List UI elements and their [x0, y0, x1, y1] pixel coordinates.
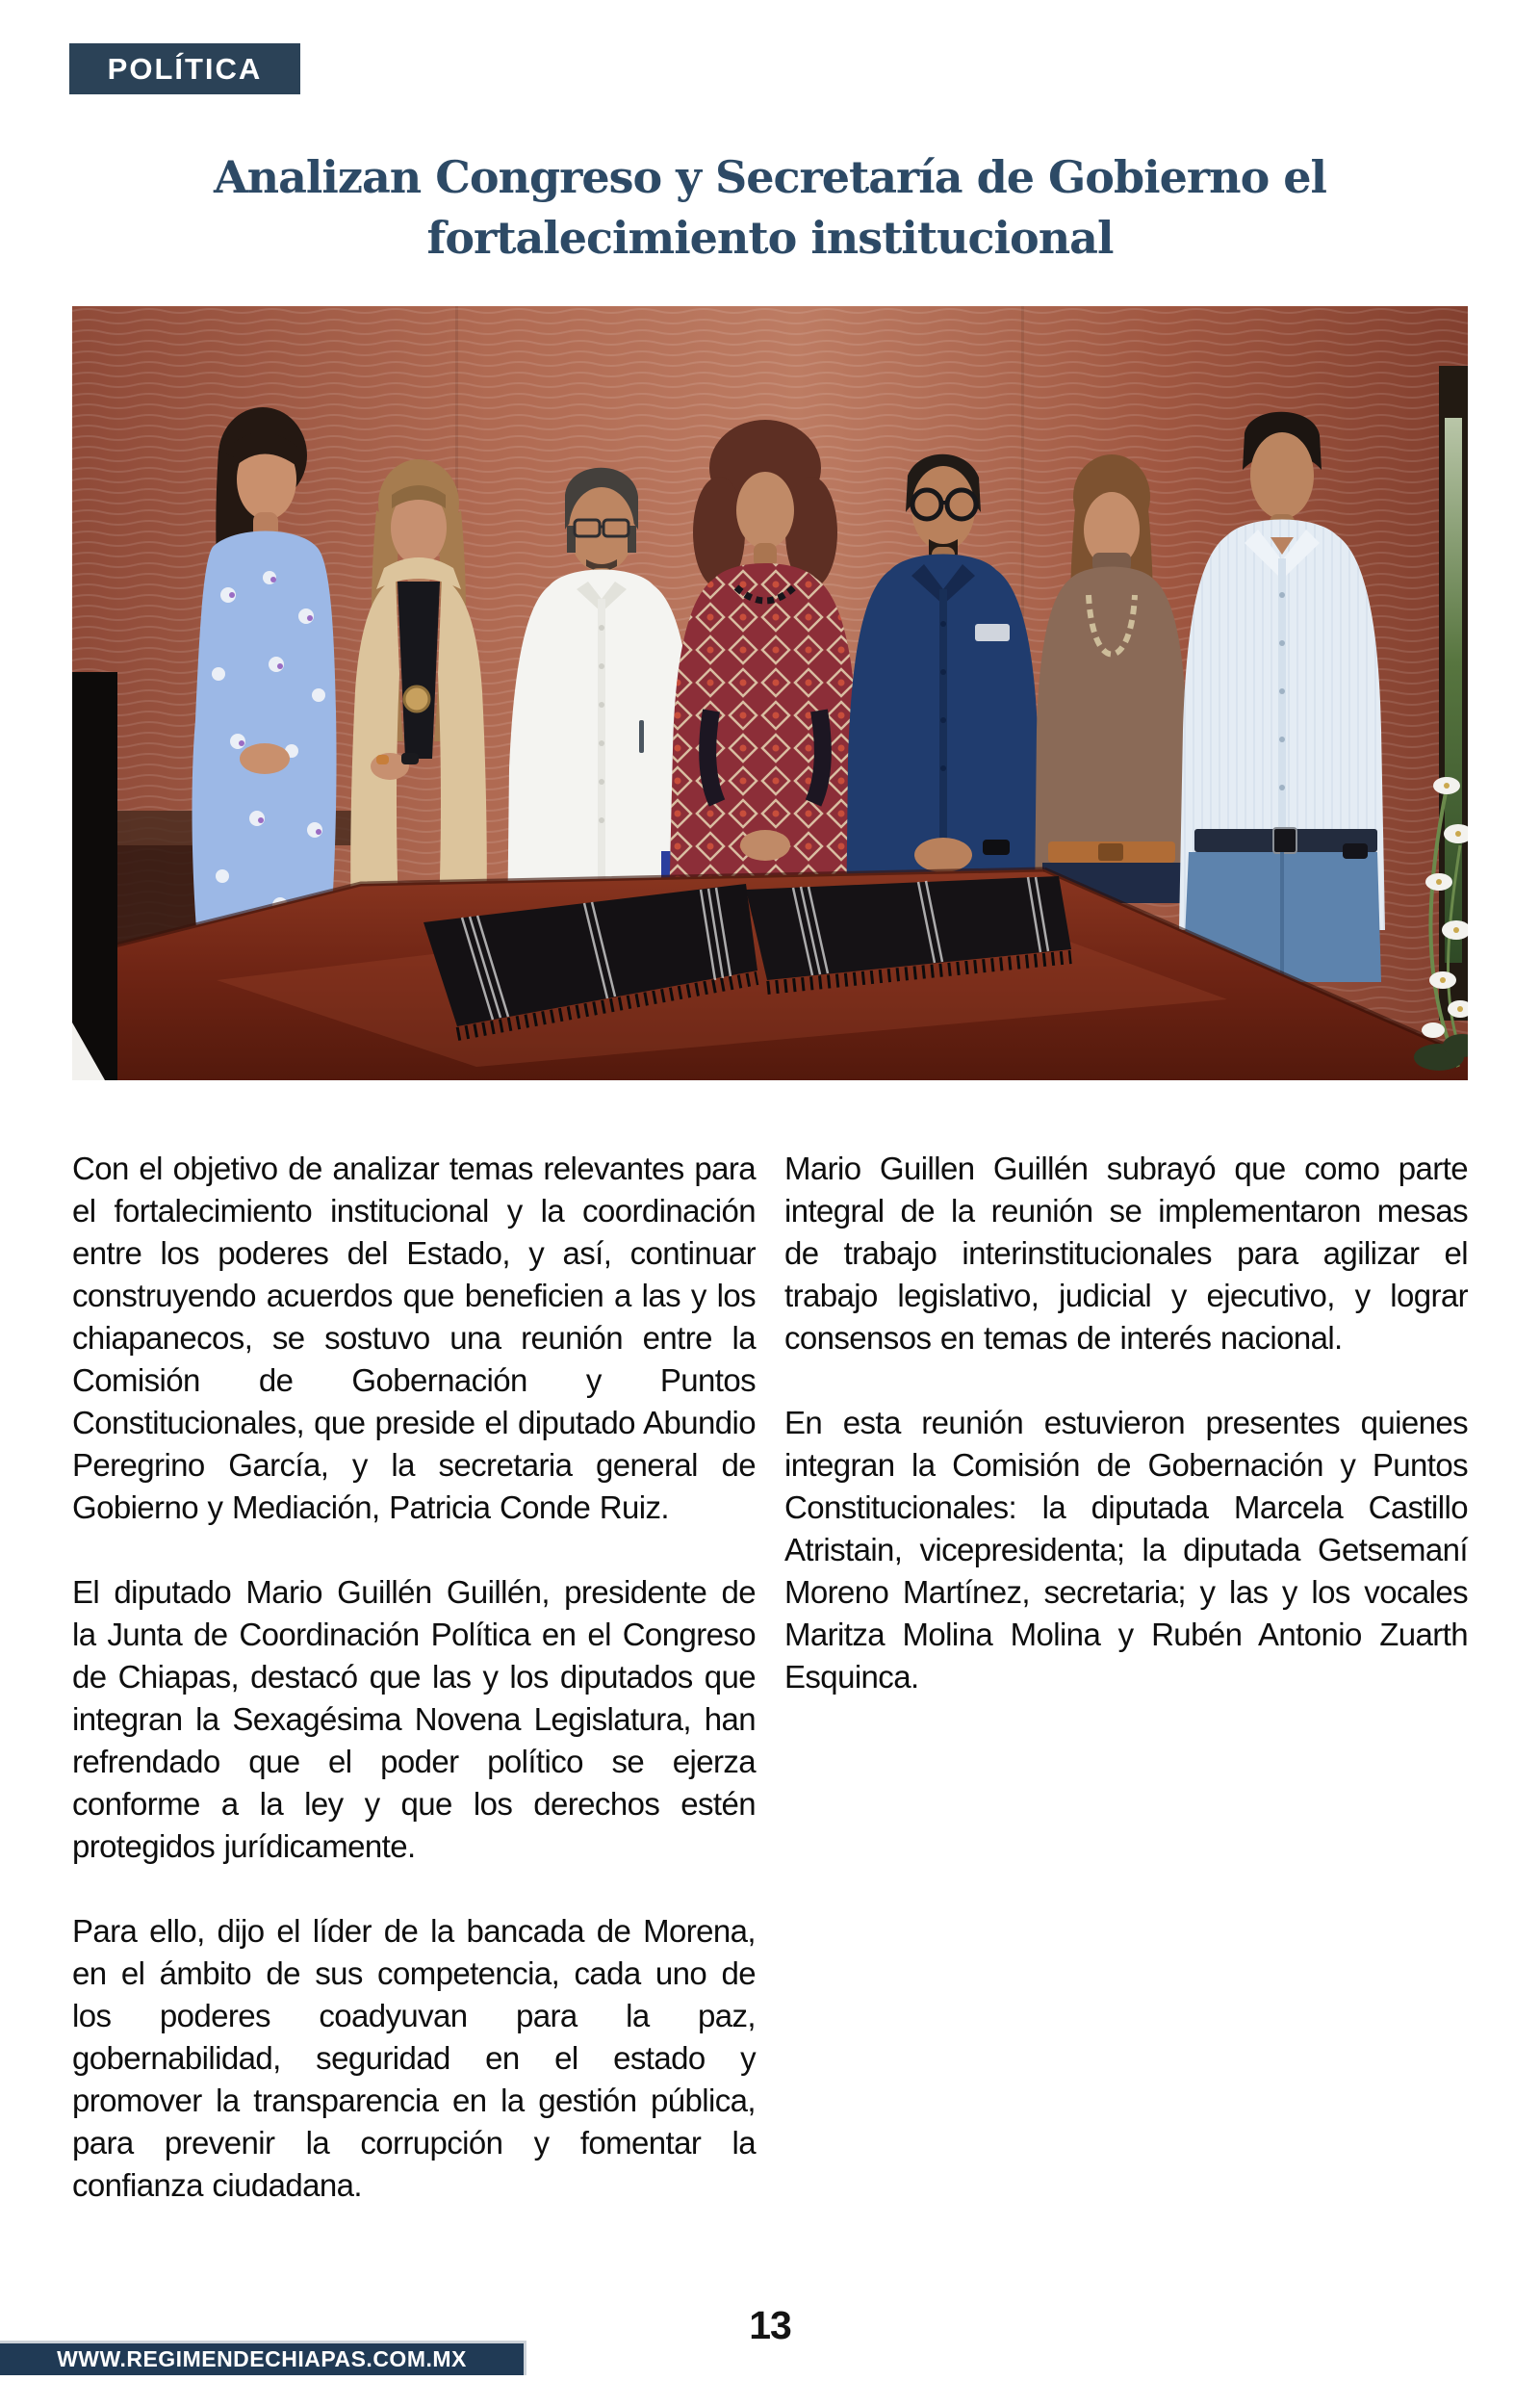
article-paragraph: En esta reunión estuvieron presentes quienes integran la Comisión de Gobernación y Puntos Constitucionales: la diputada Marcela Castillo Atristain, vicepresidenta; la diputada Getsemaní Moreno Martínez, secretaria; y las y los vocales Maritza Molina Molina y Rubén Antonio Zuarth Esquinca. — [784, 1405, 1468, 1695]
photo-illustration — [72, 306, 1468, 1080]
footer-website-url: WWW.REGIMENDECHIAPAS.COM.MX — [57, 2346, 467, 2371]
footer-bar — [0, 2341, 526, 2375]
page-number: 13 — [749, 2303, 791, 2347]
section-badge — [69, 43, 300, 94]
article-body — [72, 1148, 1468, 2249]
article-photo — [72, 306, 1468, 1080]
headline-line-2: fortalecimiento institucional — [426, 211, 1114, 264]
headline-line-1: Analizan Congreso y Secretaría de Gobierno el — [213, 150, 1327, 203]
article-paragraph: Con el objetivo de analizar temas relevantes para el fortalecimiento institucional y la coordinación entre los poderes del Estado, y así, continuar construyendo acuerdos que beneficien a las y los chiapanecos, se sostuvo una reunión entre la Comisión de Gobernación y Puntos Constitucionales, que preside el diputado Abundio Peregrino García, y la secretaria general de Gobierno y Mediación, Patricia Conde Ruiz. — [72, 1151, 756, 1525]
article-paragraph: Para ello, dijo el líder de la bancada de Morena, en el ámbito de sus competencia, cada uno de los poderes coadyuvan para la paz, gobernabilidad, seguridad en el estado y promover la transparencia en la gestión pública, para prevenir la corrupción y fomentar la confianza ciudadana. — [72, 1913, 756, 2203]
article-column-left — [72, 1148, 756, 2249]
article-column-right — [784, 1148, 1468, 2249]
article-paragraph: El diputado Mario Guillén Guillén, presidente de la Junta de Coordinación Política en el Congreso de Chiapas, destacó que las y los diputados que integran la Sexagésima Novena Legislatura, han refrendado que el poder político se ejerza conforme a la ley y que los derechos estén protegidos jurídicamente. — [72, 1574, 756, 1864]
article-headline — [0, 147, 1540, 269]
section-badge-label: POLÍTICA — [107, 51, 263, 86]
article-paragraph: Mario Guillen Guillén subrayó que como parte integral de la reunión se implementaron mesas de trabajo interinstitucionales para agilizar el trabajo legislativo, judicial y ejecutivo, y lograr consensos en temas de interés nacional. — [784, 1151, 1468, 1356]
left-edge-shadow — [72, 672, 117, 1080]
